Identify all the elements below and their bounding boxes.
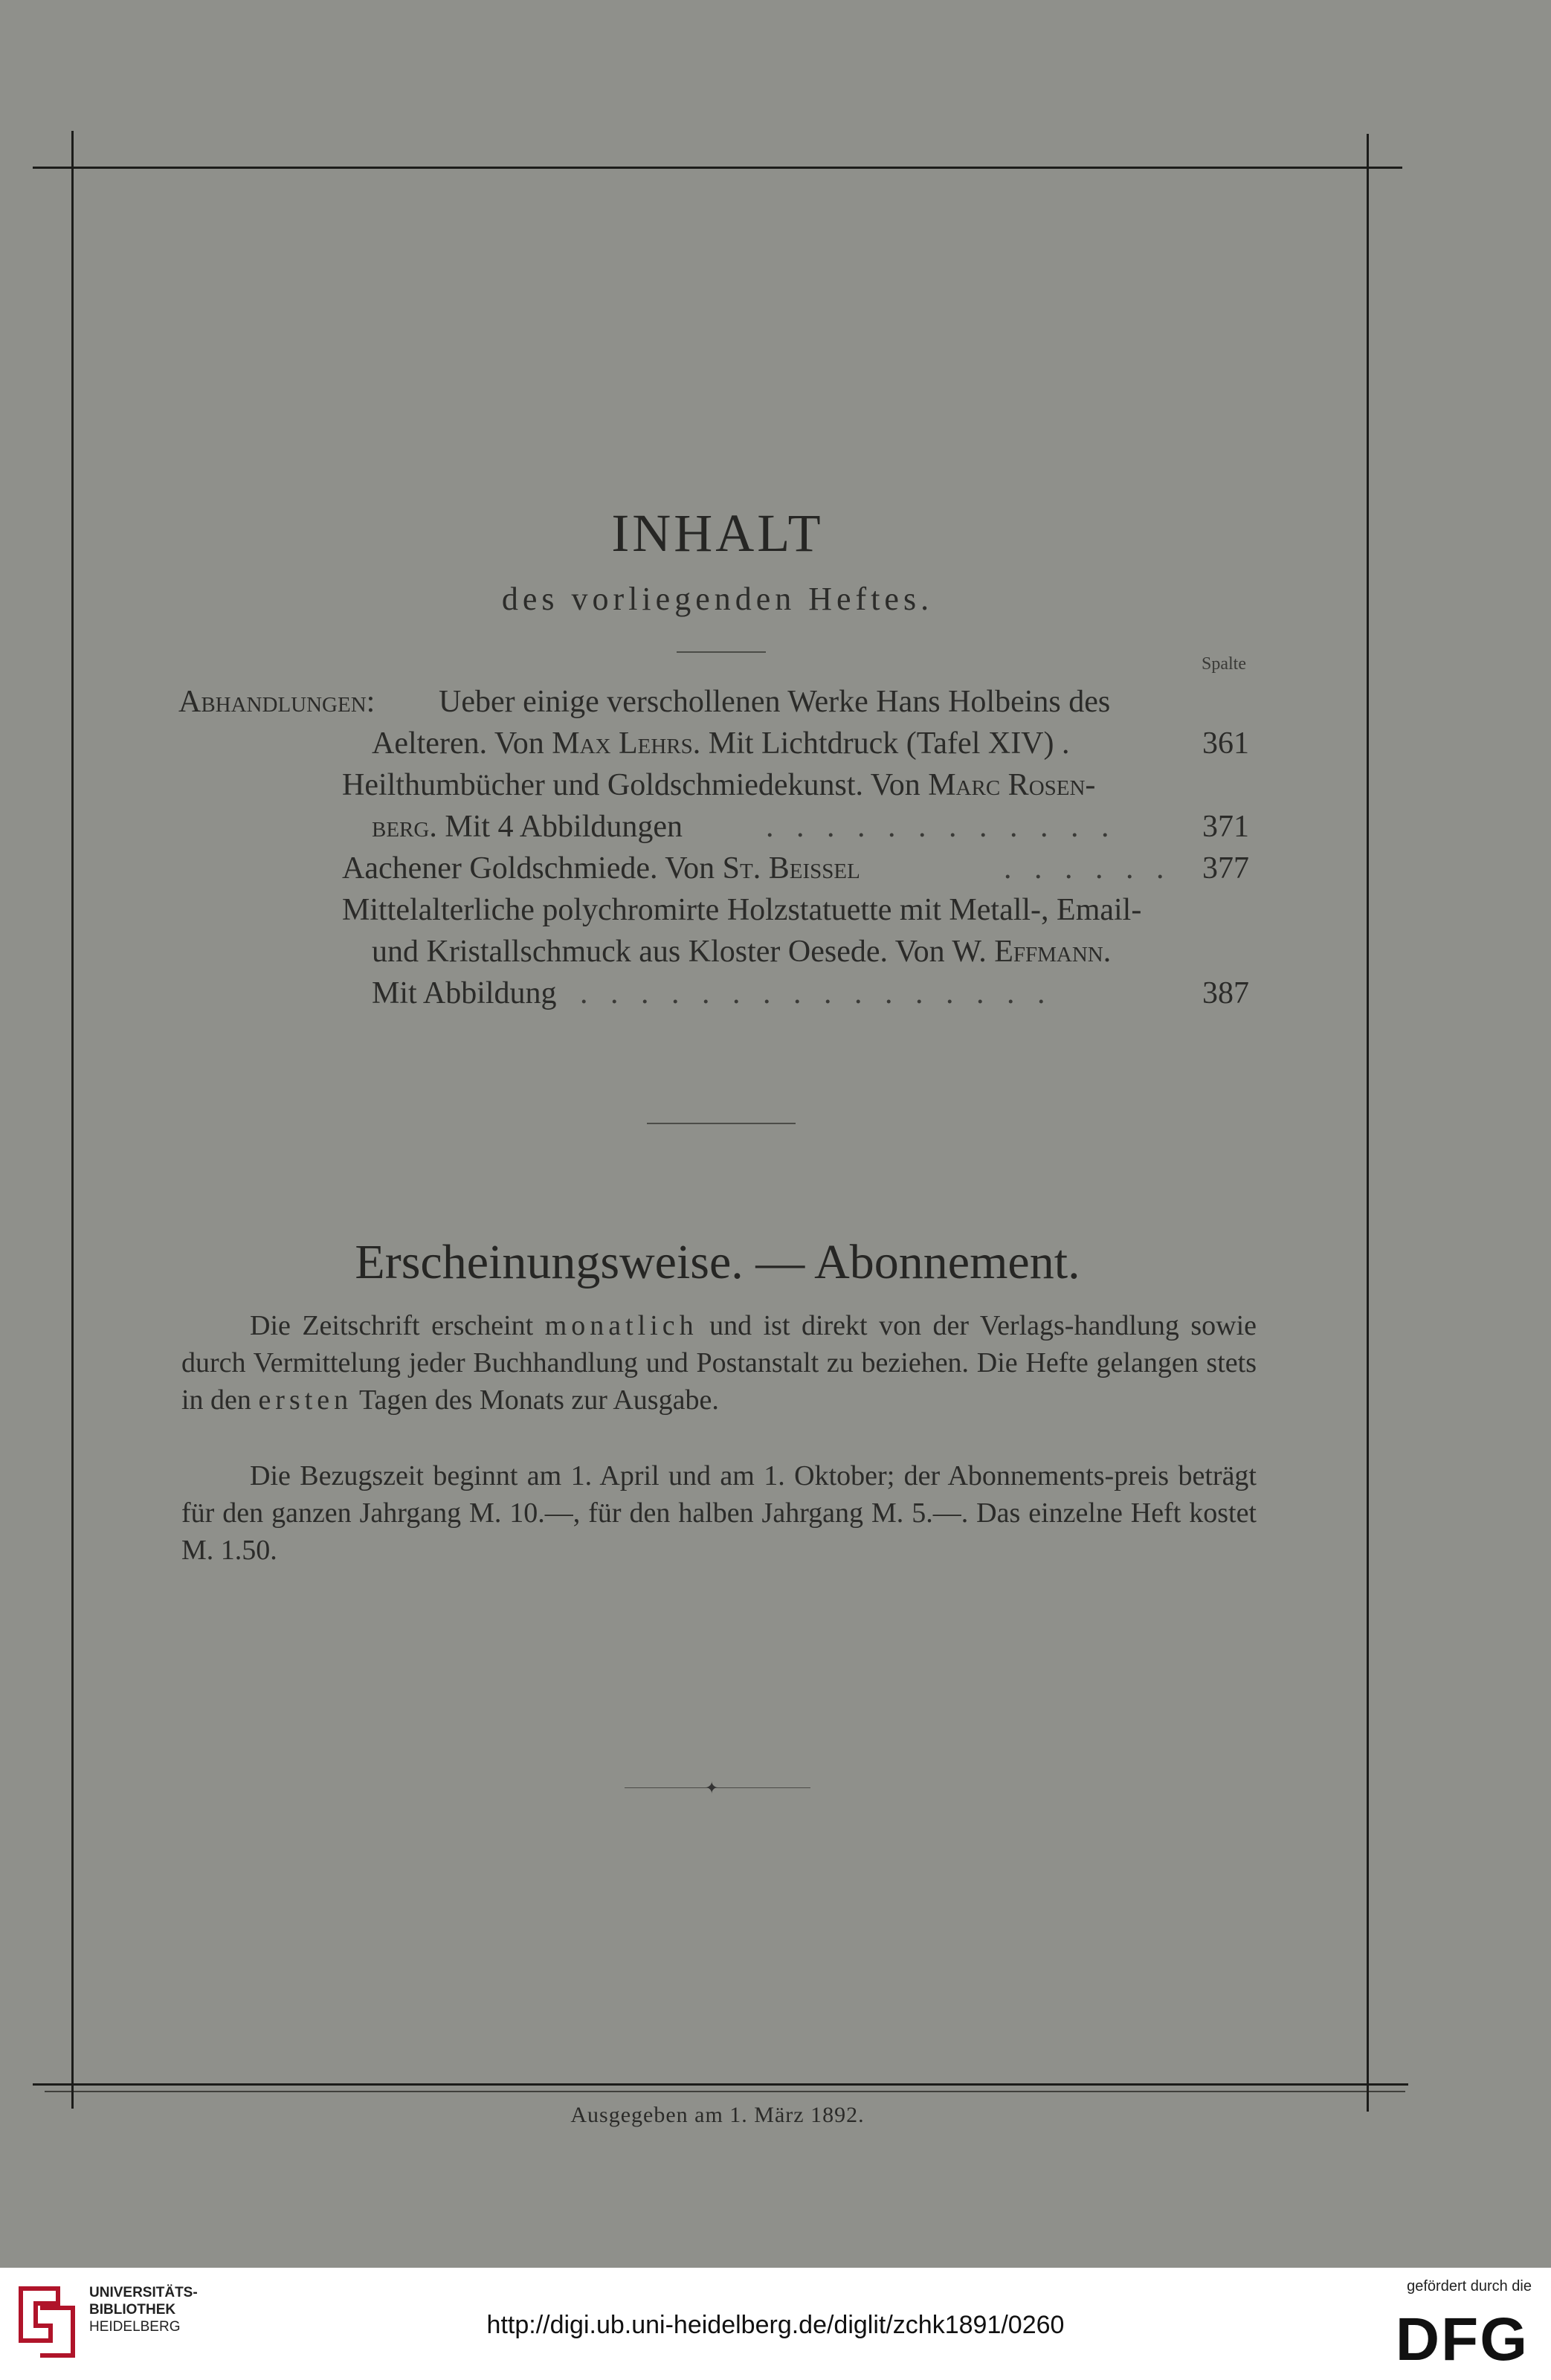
frame-right-rule <box>1367 134 1369 2112</box>
toc-line <box>178 931 1249 973</box>
toc-entry-author: Max Lehrs <box>552 726 693 761</box>
table-of-contents <box>178 681 1249 1014</box>
toc-line <box>178 806 1249 848</box>
toc-entry-title: berg. Mit 4 Abbildungen <box>372 810 683 844</box>
toc-entry-page: 371 <box>1202 810 1249 844</box>
toc-entry-page: 387 <box>1202 976 1249 1010</box>
leader-dots: . . . . . . . . . . . . <box>766 810 1117 844</box>
digitization-footer <box>0 2268 1551 2380</box>
publication-paragraph-1: Die Zeitschrift erscheint monatlich und ist direkt von der Verlags-handlung sowie durch Vermittelung jeder Buchhandlung und Postanstalt zu beziehen. Die Hefte gelangen stets in den ersten Tagen des Monats zur Ausgabe. <box>181 1310 1257 1416</box>
toc-line <box>178 681 1249 723</box>
column-label: Spalte <box>1202 654 1246 674</box>
page-subtitle: des vorliegenden Heftes. <box>501 581 934 617</box>
toc-entry-title: Aelteren. Von Max Lehrs. Mit Lichtdruck (Tafel XIV) . <box>372 726 1070 761</box>
toc-entry-page: 377 <box>1202 851 1249 886</box>
toc-line <box>178 973 1249 1014</box>
frame-bottom-rule-2 <box>45 2091 1405 2092</box>
publication-heading: Erscheinungsweise. — Abonnement. <box>355 1235 1080 1289</box>
toc-entry-title: Aachener Goldschmiede. Von St. Beissel <box>342 851 860 886</box>
leader-dots: . . . . . . <box>1004 851 1172 886</box>
page-title: INHALT <box>611 503 824 563</box>
title-divider <box>677 651 766 653</box>
toc-entry-author: berg <box>372 810 430 844</box>
toc-entry-author: Effmann <box>994 935 1103 969</box>
source-url[interactable]: http://digi.ub.uni-heidelberg.de/diglit/zchk1891/0260 <box>486 2311 1065 2339</box>
toc-entry-page: 361 <box>1202 726 1249 761</box>
section-label: Abhandlungen: <box>178 685 375 719</box>
funding-label: gefördert durch die <box>1407 2278 1532 2294</box>
toc-entry-title: Ueber einige verschollenen Werke Hans Holbeins des <box>439 685 1111 719</box>
leader-dots: . . . . . . . . . . . . . . . . <box>580 976 1053 1010</box>
toc-entry-author: Marc Rosen- <box>928 768 1096 802</box>
publication-paragraph-2: Die Bezugszeit beginnt am 1. April und am 1. Oktober; der Abonnements-preis beträgt für den ganzen Jahrgang M. 10.—, für den halben Jahrgang M. 5.—. Das einzelne Heft kostet M. 1.50. <box>181 1460 1257 1566</box>
toc-line <box>178 723 1249 764</box>
toc-entry-title: Mittelalterliche polychromirte Holzstatuette mit Metall-, Email- <box>342 893 1142 927</box>
frame-top-rule <box>33 167 1402 169</box>
frame-bottom-rule <box>33 2083 1408 2086</box>
toc-entry-title: Mit Abbildung <box>372 976 557 1010</box>
section-divider <box>647 1123 796 1124</box>
frame-left-rule <box>71 131 74 2109</box>
dfg-logo: DFG <box>1395 2306 1529 2373</box>
issue-date: Ausgegeben am 1. März 1892. <box>570 2103 865 2127</box>
toc-line <box>178 848 1249 889</box>
toc-entry-title: und Kristallschmuck aus Kloster Oesede. Von W. Effmann. <box>372 935 1112 969</box>
toc-line <box>178 889 1249 931</box>
end-ornament-center: ✦ <box>705 1778 719 1797</box>
library-name: UNIVERSITÄTS- BIBLIOTHEK HEIDELBERG <box>89 2285 198 2335</box>
toc-line <box>178 764 1249 806</box>
toc-entry-author: St. Beissel <box>722 851 860 886</box>
toc-entry-title: Heilthumbücher und Goldschmiedekunst. Von Marc Rosen- <box>342 768 1096 802</box>
